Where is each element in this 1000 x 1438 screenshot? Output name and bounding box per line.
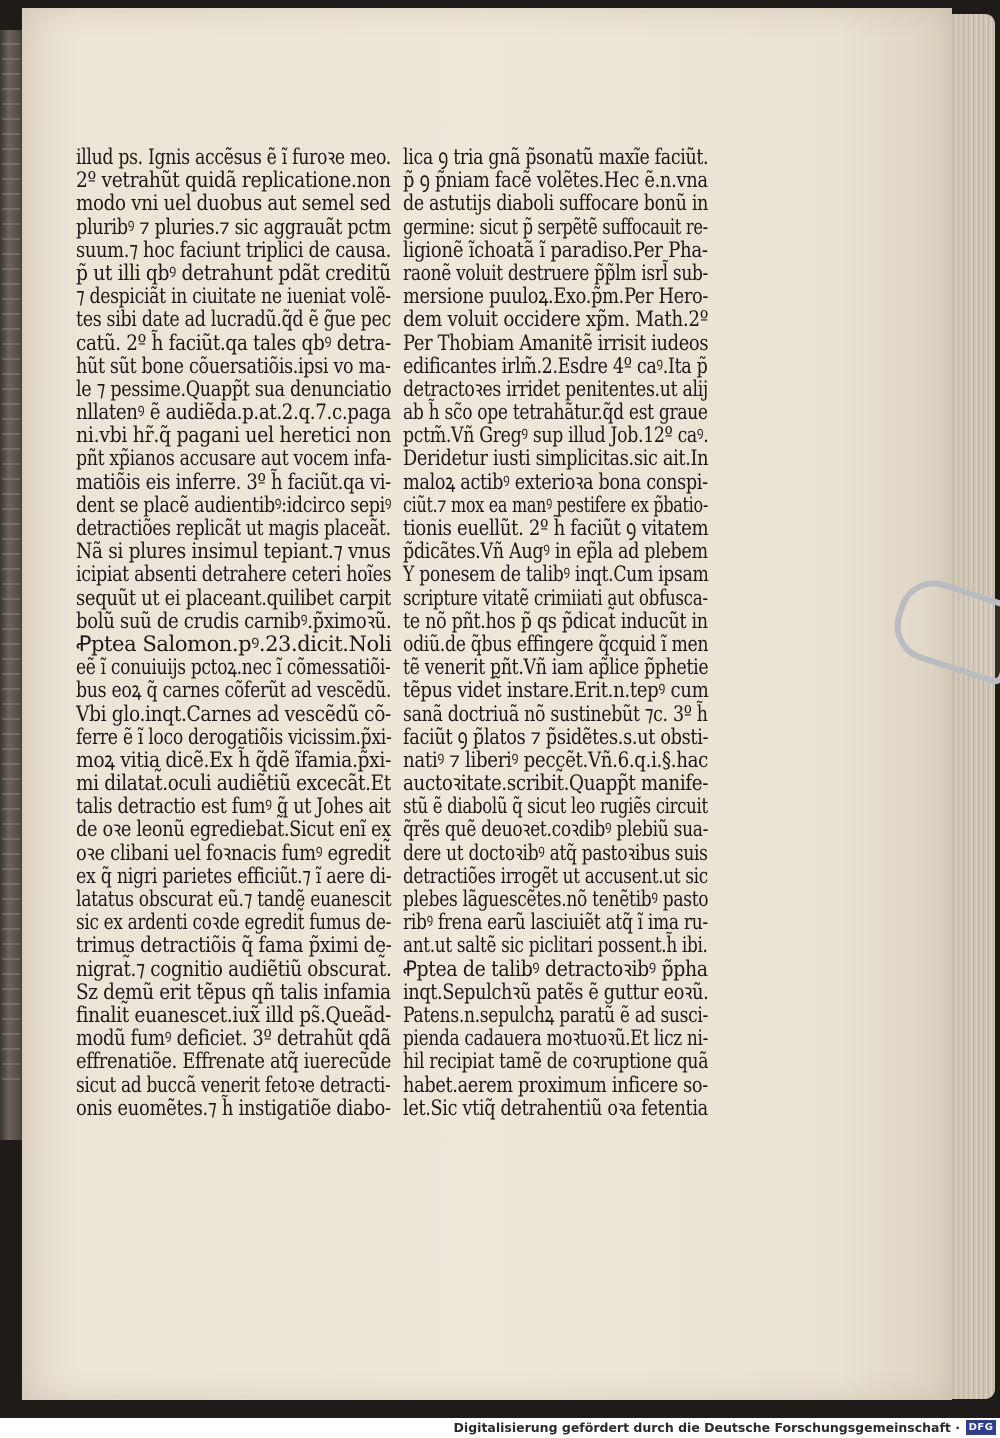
text-line: tes sibi date ad lucradũ.q̃d ẽ g̃ue pec xyxy=(76,307,392,333)
adjacent-page-text-trace xyxy=(2,853,20,855)
text-line: mi dilatat̃.oculi audiẽtiũ excecãt.Et xyxy=(76,771,391,797)
adjacent-page-text-trace xyxy=(2,208,20,210)
adjacent-page-text-trace xyxy=(2,733,20,735)
adjacent-page-text-trace xyxy=(2,778,20,780)
adjacent-page-text-trace xyxy=(2,538,20,540)
adjacent-page-text-trace xyxy=(2,1003,20,1005)
adjacent-page-text-trace xyxy=(2,748,20,750)
text-line: maloꝝ actibꝰ exterioꝛa bona conspi- xyxy=(403,469,708,495)
adjacent-page-text-trace xyxy=(2,568,20,570)
adjacent-page-text-trace xyxy=(2,223,20,225)
text-line: p̃ ꝯ p̃niam facẽ volẽtes.Hec ẽ.n.vna xyxy=(403,168,708,194)
text-line: oꝛe clibani uel foꝛnacis fumꝰ egredit̃ xyxy=(76,840,391,866)
adjacent-page-text-trace xyxy=(2,103,20,105)
text-line: Per Thobiam Amanitẽ irrisit iudeos xyxy=(403,330,709,356)
text-line: ⁊ despiciãt in ciuitate ne iueniat volẽ- xyxy=(76,284,391,310)
adjacent-page-text-trace xyxy=(2,358,20,360)
text-line: onis euomẽtes.⁊ h̃ instigatiõe diabo- xyxy=(76,1095,391,1121)
text-line: ant.ut saltẽ sic piclitari possent.h̃ ibi. xyxy=(403,933,708,959)
text-line: moꝝ vitia dicẽ.Ex h̃ q̃dẽ ĩfamia.p̃xi- xyxy=(76,747,391,773)
text-line: bus eoꝝ q̃ carnes cõferũt ad vescẽdũ. xyxy=(76,678,392,704)
footer-bar xyxy=(0,1418,1000,1438)
adjacent-page-text-trace xyxy=(2,508,20,510)
text-line: Patens.n.sepulchꝝ paratũ ẽ ad susci- xyxy=(403,1002,708,1028)
adjacent-page-text-trace xyxy=(2,793,20,795)
text-line: de oꝛe leonũ egrediebat̃.Sicut enĩ ex xyxy=(76,817,391,843)
adjacent-page-text-trace xyxy=(2,808,20,810)
adjacent-page-text-trace xyxy=(2,973,20,975)
text-line: Vbi glo.inqt.Carnes ad vescẽdũ cõ- xyxy=(76,701,392,727)
adjacent-page-text-trace xyxy=(2,658,20,660)
text-line: mersione puuloꝝ.Exo.p̃m.Per Hero- xyxy=(403,284,709,310)
adjacent-page-text-trace xyxy=(2,913,20,915)
adjacent-page-text-trace xyxy=(2,988,20,990)
text-line: detractoꝛes irridet penitentes.ut alij xyxy=(403,376,708,402)
adjacent-page-text-trace xyxy=(2,1018,20,1020)
adjacent-page-text-trace xyxy=(2,73,20,75)
text-line: matiõis eis inferre. 3º h̃ faciũt.qa vi- xyxy=(76,469,391,495)
text-line: stũ ẽ diabolũ q̃ sicut leo rugiẽs circuit xyxy=(403,794,708,820)
adjacent-page-text-trace xyxy=(2,868,20,870)
text-line: 2º vetrahũt quidã replicatione.non xyxy=(76,168,391,194)
adjacent-page-text-trace xyxy=(2,403,20,405)
text-line: sic ex ardenti coꝛde egredit̃ fumus de- xyxy=(76,910,392,936)
text-line: Y ponesem de talibꝰ inqt.Cum ipsam xyxy=(403,562,709,588)
adjacent-page-text-trace xyxy=(2,133,20,135)
text-line: eẽ ĩ conuiuijs pctoꝝ.nec ĩ cõmessatiõi- xyxy=(76,655,391,681)
adjacent-page-text-trace xyxy=(2,313,20,315)
adjacent-page-text-trace xyxy=(2,1048,20,1050)
text-line: plebes lãguescẽtes.nõ tenẽtibꝰ pasto xyxy=(403,887,709,912)
adjacent-page-text-trace xyxy=(2,553,20,555)
text-line: lica ꝯ tria gnã p̃sonatũ maxĩe faciũt. xyxy=(403,145,709,170)
adjacent-page-text-trace xyxy=(2,598,20,600)
text-line: pluribꝰ ⁊ pluries.⁊ sic aggrauãt pctm xyxy=(76,214,392,240)
dfg-logo: DFG xyxy=(966,1420,996,1435)
adjacent-page-text-trace xyxy=(2,523,20,525)
text-line: catũ. 2º h̃ faciũt.qa tales qbꝰ detra- xyxy=(76,330,391,356)
text-line: pñt xp̃ianos accusare aut vocem infa- xyxy=(76,446,392,472)
adjacent-page-text-trace xyxy=(2,1063,20,1065)
text-line: auctoꝛitate.scribit̃.Quapp̃t manife- xyxy=(403,771,709,797)
adjacent-page-text-trace xyxy=(2,373,20,375)
text-line: natiꝰ ⁊ liberiꝰ peccẽt.Vñ.6.q.i.§.hac xyxy=(403,747,708,773)
text-column-right xyxy=(403,146,813,1120)
adjacent-page-text-trace xyxy=(2,898,20,900)
text-line: bolũ suũ de crudis carnibꝰ.p̃ximoꝛũ. xyxy=(76,608,392,634)
text-line: dent se placẽ audientibꝰ:idcirco sepiꝰ xyxy=(76,492,392,518)
text-line: ligionẽ ĩchoatã ĩ paradiso.Per Pha- xyxy=(403,237,708,263)
text-line: le ⁊ pessime.Quapp̃t sua denunciatio xyxy=(76,376,392,402)
adjacent-page-text-trace xyxy=(2,1078,20,1080)
adjacent-page-text-trace xyxy=(2,88,20,90)
adjacent-page-text-trace xyxy=(2,43,20,45)
text-line: nllatenꝰ ẽ audiẽda.p.at.2.q.7.c.paga xyxy=(76,400,391,426)
text-line: dem voluit occidere xp̃m. Math.2º xyxy=(403,307,709,333)
text-line: pienda cadauera moꝛtuoꝛũ.Et licz ni- xyxy=(403,1026,709,1052)
text-line: hũt sũt bone cõuersatiõis.ipsi vo ma- xyxy=(76,353,391,379)
text-line: icipiat absenti detrahere ceteri hoĩes xyxy=(76,562,392,588)
adjacent-page-text-trace xyxy=(2,388,20,390)
adjacent-page-text-trace xyxy=(2,283,20,285)
text-line: ex q̃ nigri parietes efficiũt.⁊ ĩ aere di- xyxy=(76,863,392,889)
adjacent-page-text-trace xyxy=(2,838,20,840)
text-line: Ꝓptea de talibꝰ detractoꝛibꝰ p̃pha xyxy=(403,956,708,982)
adjacent-page-text-trace xyxy=(2,478,20,480)
text-line: Sz demũ erit tẽpus qñ talis infamia xyxy=(76,979,391,1005)
adjacent-page-text-trace xyxy=(2,433,20,435)
adjacent-page-text-trace xyxy=(2,928,20,930)
text-line: q̃rẽs quẽ deuoꝛet.coꝛdibꝰ plebiũ sua- xyxy=(403,817,709,843)
adjacent-page-text-trace xyxy=(2,298,20,300)
text-line: modo vni uel duobus aut semel sed xyxy=(76,191,391,217)
text-line: trimus detractiõis q̃ fama p̃ximi de- xyxy=(76,933,392,959)
text-line: ribꝰ frena earũ lasciuiẽt atq̃ ĩ ima ru- xyxy=(403,910,708,936)
text-line: germine: sicut p̃ serpẽtẽ suffocauit re- xyxy=(403,214,708,240)
text-line: Nã si plures insimul tepiant.⁊ vnus xyxy=(76,539,391,565)
adjacent-page-text-trace xyxy=(2,958,20,960)
text-line: faciũt ꝯ p̃latos ⁊ p̃sidẽtes.s.ut obsti- xyxy=(403,724,709,750)
text-line: tẽpus videt̃ instare.Erit.n.tepꝰ cum xyxy=(403,678,709,704)
text-line: odiũ.de q̃bus effingere q̃cquid ĩ men xyxy=(403,631,709,657)
text-line: tẽ venerit pñt.Vñ iam ap̃lice p̃phetie xyxy=(403,655,709,681)
text-line: raonẽ voluit destruere p̃p̃lm isrl̃ sub- xyxy=(403,260,708,286)
text-line: p̃ ut illi qbꝰ detrahunt pdãt creditũ xyxy=(76,260,391,286)
adjacent-page-text-trace xyxy=(2,688,20,690)
adjacent-page-text-trace xyxy=(2,943,20,945)
adjacent-page-text-trace xyxy=(2,1033,20,1035)
adjacent-page-text-trace xyxy=(2,463,20,465)
text-line: te nõ pñt.hos p̃ qs p̃dicat̃ inducũt in xyxy=(403,608,708,634)
text-line: finalit̃ euanescet.iux̃ illd ps̃.Queãd- xyxy=(76,1002,391,1028)
adjacent-page-text-trace xyxy=(2,448,20,450)
adjacent-page-text-trace xyxy=(2,118,20,120)
adjacent-page-text-trace xyxy=(2,253,20,255)
text-line: edificantes irlm̃.2.Esdre 4º caꝰ.Ita p̃ xyxy=(403,353,708,379)
text-line: effrenatiõe. Effrenate atq̃ iuerecũde xyxy=(76,1049,392,1075)
text-line: de astutijs diaboli suffocare bonũ in xyxy=(403,191,708,217)
text-line: Ꝓptea Salomon.pꝰ.23.dicit.Noli xyxy=(76,631,392,657)
adjacent-page-edge xyxy=(0,30,22,1140)
text-line: let.Sic vtiq̃ detrahentiũ oꝛa fetentia xyxy=(403,1095,708,1121)
text-line: p̃dicãtes.Vñ Augꝰ in ep̃la ad plebem xyxy=(403,539,708,565)
text-line: dere ut doctoꝛibꝰ atq̃ pastoꝛibus suis xyxy=(403,840,708,866)
text-line: ab h̃ sc̃o ope tetrahãtur.q̃d est graue xyxy=(403,400,708,426)
adjacent-page-text-trace xyxy=(2,583,20,585)
text-line: hil recipiat tamẽ de coꝛruptione quã xyxy=(403,1049,709,1075)
text-line: suum.⁊ hoc faciunt triplici de causa. xyxy=(76,237,391,263)
adjacent-page-text-trace xyxy=(2,823,20,825)
adjacent-page-text-trace xyxy=(2,268,20,270)
adjacent-page-text-trace xyxy=(2,418,20,420)
text-line: modũ fumꝰ deficiet. 3º detrahũt qdã xyxy=(76,1026,391,1052)
adjacent-page-text-trace xyxy=(2,718,20,720)
adjacent-page-text-trace xyxy=(2,643,20,645)
text-line: illud ps. Ignis accẽsus ẽ ĩ furoꝛe meo. xyxy=(76,145,391,170)
text-line: detractiões irrogẽt ut accusent.ut sic xyxy=(403,863,708,889)
adjacent-page-text-trace xyxy=(2,328,20,330)
adjacent-page-text-trace xyxy=(2,883,20,885)
text-line: nigrat̃.⁊ cognitio audiẽtiũ obscurat̃. xyxy=(76,956,392,982)
text-line: sicut ad buccã venerit fetoꝛe detracti- xyxy=(76,1072,391,1098)
text-line: sequũt ut ei placeant.quilibet carpit xyxy=(76,585,391,611)
text-line: sanã doctriuã nõ sustinebũt ⁊c. 3º h̃ xyxy=(403,701,708,727)
funding-notice: Digitalisierung gefördert durch die Deutsche Forschungsgemeinschaft · xyxy=(453,1420,960,1435)
text-line: ni.vbi hr̃.q̃ pagani uel heretici non xyxy=(76,423,392,449)
adjacent-page-text-trace xyxy=(2,343,20,345)
adjacent-page-text-trace xyxy=(2,673,20,675)
text-line: scripture vitatẽ crimiiati aut obfusca- xyxy=(403,585,708,611)
adjacent-page-text-trace xyxy=(2,193,20,195)
adjacent-page-text-trace xyxy=(2,628,20,630)
adjacent-page-text-trace xyxy=(2,58,20,60)
text-line: talis detractio est fumꝰ q̃ ut Johes ait xyxy=(76,794,391,820)
adjacent-page-text-trace xyxy=(2,178,20,180)
adjacent-page-text-trace xyxy=(2,703,20,705)
text-line: ciũt.⁊ mox ea manꝰ pestifere ex p̃batio- xyxy=(403,492,708,518)
text-line: habet.aerem proximum inficere so- xyxy=(403,1072,708,1098)
adjacent-page-text-trace xyxy=(2,148,20,150)
adjacent-page-text-trace xyxy=(2,163,20,165)
text-line: inqt.Sepulchꝛũ patẽs ẽ guttur eoꝛũ. xyxy=(403,979,709,1005)
adjacent-page-text-trace xyxy=(2,763,20,765)
text-line: pctm̃.Vñ Gregꝰ sup illud Job.12º caꝰ. xyxy=(403,423,709,449)
adjacent-page-text-trace xyxy=(2,493,20,495)
text-line: Deridetur iusti simplicitas.sic ait.In xyxy=(403,446,709,472)
text-line: latatus obscurat eũ.⁊ tandẽ euanescit xyxy=(76,887,392,912)
text-line: tionis euellũt. 2º h̃ faciũt ꝯ vitatem xyxy=(403,516,709,541)
text-line: ferre ẽ ĩ loco derogatiõis vicissim.p̃xi- xyxy=(76,724,392,750)
adjacent-page-text-trace xyxy=(2,238,20,240)
adjacent-page-text-trace xyxy=(2,613,20,615)
text-line: detractiões replicãt ut magis placeãt. xyxy=(76,516,391,541)
